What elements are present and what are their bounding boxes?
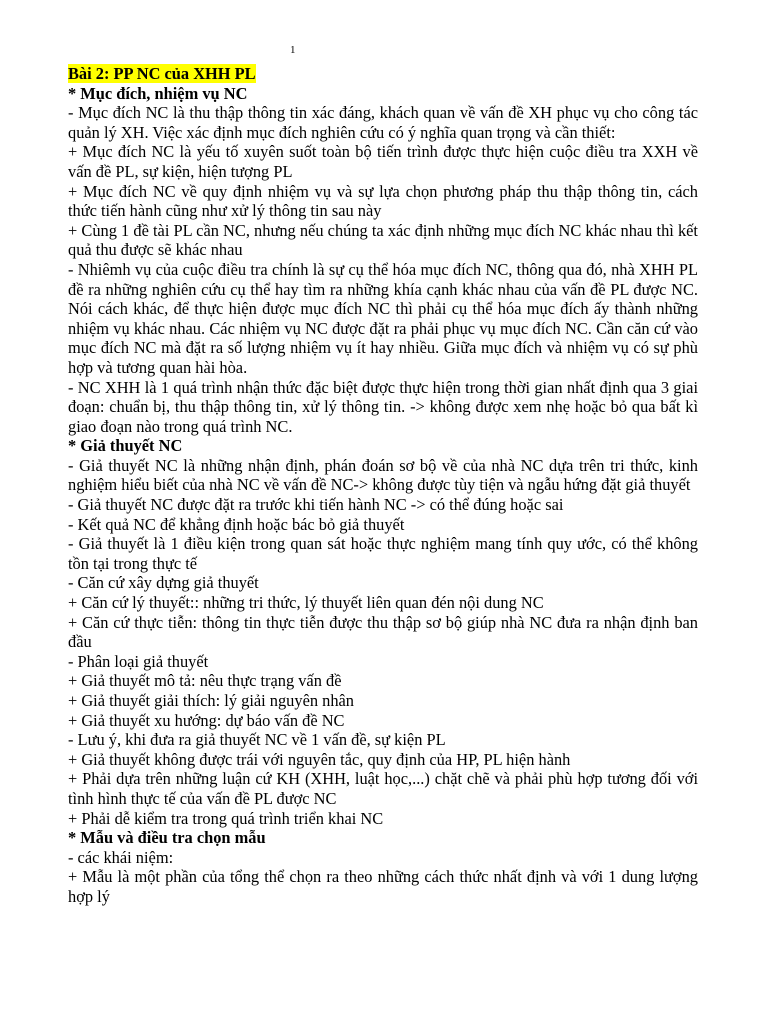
- paragraph: + Mẫu là một phần của tổng thể chọn ra theo những cách thức nhất định và với 1 dung lượng hợp lý: [68, 867, 698, 906]
- paragraph: - các khái niệm:: [68, 847, 174, 867]
- paragraph: + Mục đích NC là yếu tố xuyên suốt toàn bộ tiến trình được thực hiện cuộc điều tra XXH về vấn đề PL, sự kiện, hiện tượng PL: [68, 142, 698, 181]
- document-body: [68, 64, 698, 907]
- section-heading: * Giả thuyết NC: [68, 436, 183, 456]
- document-title: Bài 2: PP NC của XHH PL: [68, 64, 256, 83]
- paragraph: - Giả thuyết NC là những nhận định, phán đoán sơ bộ về của nhà NC dựa trên tri thức, kinh nghiệm hiểu biết của nhà NC về vấn đề NC-> không được tùy tiện và ngẫu hứng đặt giả thuyết: [68, 455, 698, 495]
- paragraph: + Giả thuyết giải thích: lý giải nguyên nhân: [68, 691, 355, 710]
- paragraph: - Mục đích NC là thu thập thông tin xác đáng, khách quan về vấn đề XH phục vụ cho công tác quản lý XH. Việc xác định mục đích nghiên cứu có ý nghĩa quan trọng và cần thiết:: [68, 103, 698, 142]
- paragraph: + Giả thuyết mô tả: nêu thực trạng vấn đề: [68, 671, 342, 691]
- paragraph: + Phải dựa trên những luận cứ KH (XHH, luật học,...) chặt chẽ và phải phù hợp tương đối với tình hình thực tế của vấn đề PL được NC: [68, 769, 698, 808]
- paragraph: + Mục đích NC về quy định nhiệm vụ và sự lựa chọn phương pháp thu thập thông tin, cách thức tiến hành cũng như xử lý thông tin sau này: [68, 181, 698, 221]
- paragraph: - Nhiêmh vụ của cuộc điều tra chính là sự cụ thể hóa mục đích NC, thông qua đó, nhà XHH PL đề ra những nghiên cứu cụ thể hay tìm ra những khía cạnh khác nhau của vấn đề PL được NC. Nói cách khác, để thực hiện được mục đích NC thì phải cụ thể hóa mục đích ấy thành những nhiệm vụ khác nhau. Các nhiệm vụ NC được đặt ra phải phục vụ mục đích NC. Cần căn cứ vào mục đích NC mà đặt ra số lượng nhiệm vụ ít hay nhiều. Giữa mục đích và nhiệm vụ có sự phù hợp và tương quan hài hòa.: [68, 259, 698, 377]
- page-number: 1: [290, 44, 296, 56]
- paragraph-list: [68, 84, 698, 907]
- paragraph: - Giả thuyết NC được đặt ra trước khi tiến hành NC -> có thể đúng hoặc sai: [68, 495, 564, 515]
- section-heading: * Mục đích, nhiệm vụ NC: [68, 83, 248, 103]
- paragraph: - Kết quả NC để khẳng định hoặc bác bỏ giả thuyết: [68, 514, 405, 534]
- paragraph: + Cùng 1 đề tài PL cần NC, nhưng nếu chúng ta xác định những mục đích NC khác nhau thì kết quả thu được sẽ khác nhau: [68, 220, 698, 260]
- paragraph: - NC XHH là 1 quá trình nhận thức đặc biệt được thực hiện trong thời gian nhất định qua 3 giai đoạn: chuẩn bị, thu thập thông tin, xử lý thông tin. -> không được xem nhẹ hoặc bỏ qua bất kì giao đoạn nào trong quá trình NC.: [68, 377, 698, 436]
- title-line: [68, 64, 698, 84]
- paragraph: - Phân loại giả thuyết: [68, 651, 209, 671]
- paragraph: + Căn cứ thực tiễn: thông tin thực tiễn được thu thập sơ bộ giúp nhà NC đưa ra nhận định ban đầu: [68, 612, 698, 652]
- paragraph: + Phải dễ kiểm tra trong quá trình triển khai NC: [68, 808, 384, 828]
- section-heading: * Mẫu và điều tra chọn mẫu: [68, 828, 266, 848]
- paragraph: + Căn cứ lý thuyết:: những tri thức, lý thuyết liên quan đén nội dung NC: [68, 593, 544, 613]
- paragraph: - Căn cứ xây dựng giả thuyết: [68, 573, 259, 593]
- paragraph: - Giả thuyết là 1 điều kiện trong quan sát hoặc thực nghiệm mang tính quy ước, có thể không tồn tại trong thực tế: [68, 534, 698, 573]
- paragraph: - Lưu ý, khi đưa ra giả thuyết NC về 1 vấn đề, sự kiện PL: [68, 730, 446, 750]
- paragraph: + Giả thuyết không được trái với nguyên tắc, quy định của HP, PL hiện hành: [68, 749, 571, 769]
- paragraph: + Giả thuyết xu hướng: dự báo vấn đề NC: [68, 710, 345, 730]
